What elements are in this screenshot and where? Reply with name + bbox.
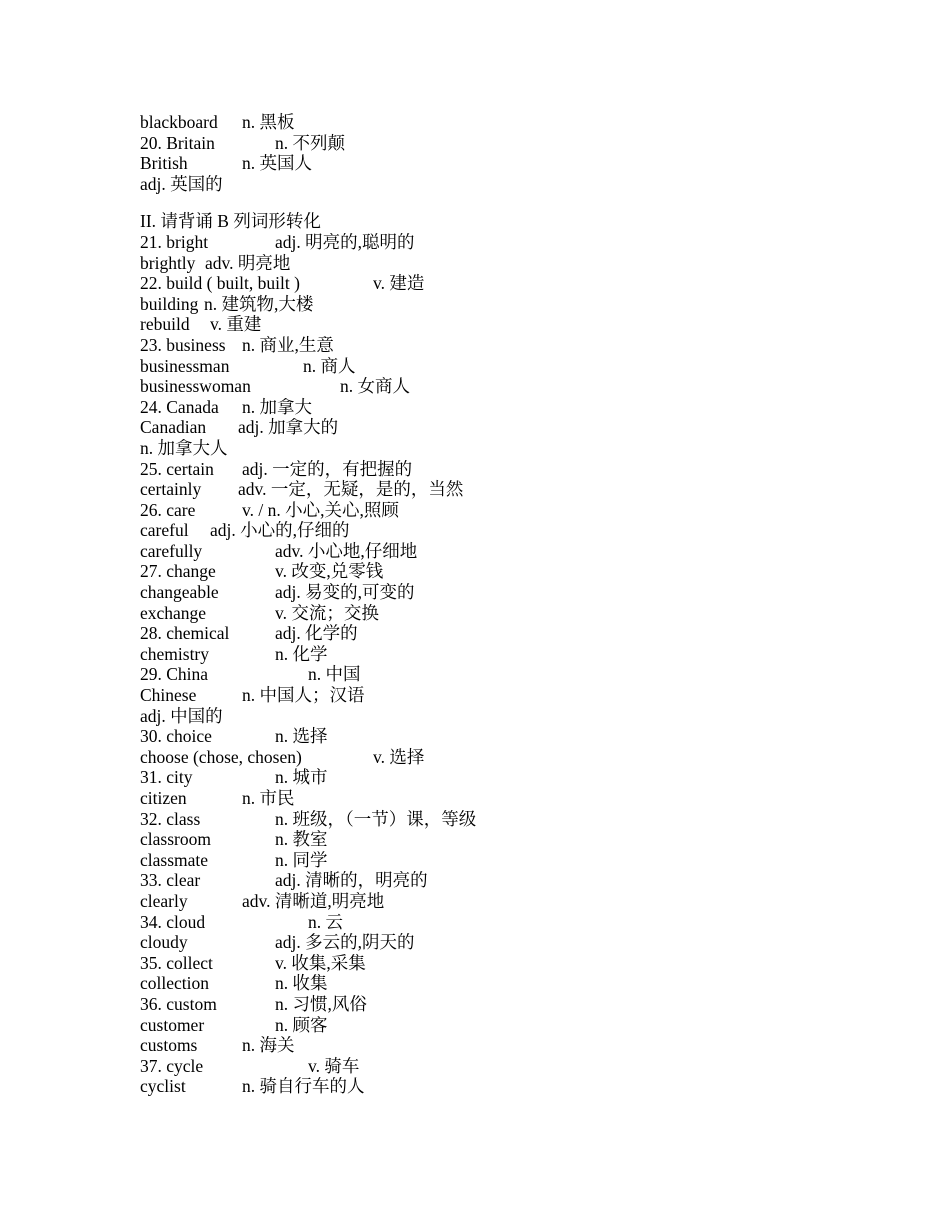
vocab-term: 25. certain: [140, 458, 214, 479]
vocab-definition: v. 重建: [210, 314, 262, 335]
vocab-entry: [140, 726, 920, 747]
vocab-entry: [140, 850, 920, 871]
vocab-definition: adj. 一定的，有把握的: [242, 458, 413, 479]
vocab-term: cyclist: [140, 1076, 186, 1097]
vocab-definition: n. 城市: [275, 767, 328, 788]
vocab-entry: [140, 561, 920, 582]
vocab-definition: v. 改变,兑零钱: [275, 561, 384, 582]
vocab-term: blackboard: [140, 112, 218, 132]
vocab-entry: [140, 232, 920, 253]
vocab-term: brightly: [140, 252, 196, 273]
vocab-entry: [140, 809, 920, 830]
vocab-term: n. 加拿大人: [140, 437, 228, 458]
vocab-definition: v. 选择: [373, 746, 425, 767]
vocab-term: Canadian: [140, 417, 207, 438]
vocab-definition: n. 云: [308, 911, 343, 932]
vocab-definition: adj. 清晰的，明亮的: [275, 870, 428, 891]
vocab-definition: adj. 加拿大的: [238, 417, 339, 438]
vocab-term: 35. collect: [140, 952, 213, 973]
vocab-entry: [140, 153, 920, 174]
vocab-definition: adv. 清晰道,明亮地: [242, 890, 385, 911]
section-heading-text: II. 请背诵 B 列词形转化: [140, 211, 321, 232]
vocab-definition: n. 中国: [308, 664, 361, 685]
vocab-definition: n. 市民: [242, 788, 295, 808]
vocab-term: 37. cycle: [140, 1055, 204, 1076]
vocab-term: 30. choice: [140, 726, 212, 747]
vocab-term: rebuild: [140, 314, 190, 335]
vocab-term: 31. city: [140, 767, 193, 788]
vocab-entry: [140, 112, 920, 133]
vocab-entry: [140, 1056, 920, 1077]
vocab-definition: n. 同学: [275, 849, 328, 870]
vocab-entry: [140, 133, 920, 154]
vocab-term: customer: [140, 1014, 205, 1035]
vocab-term: adj. 英国的: [140, 173, 223, 194]
vocab-entry: [140, 932, 920, 953]
vocab-definition: v. 骑车: [308, 1055, 360, 1076]
vocab-definition: n. 班级，（一节）课，等级: [275, 808, 477, 829]
vocab-term: 23. business: [140, 334, 226, 355]
vocab-term: classmate: [140, 849, 209, 870]
vocab-term: 20. Britain: [140, 132, 215, 153]
vocab-entry: [140, 294, 920, 315]
vocab-term: carefully: [140, 540, 203, 561]
vocab-term: building: [140, 293, 199, 314]
vocab-entry: [140, 1035, 920, 1056]
vocab-entry: [140, 747, 920, 768]
vocab-term: 29. China: [140, 664, 209, 685]
vocab-term: adj. 中国的: [140, 705, 223, 726]
vocab-entry: [140, 397, 920, 418]
vocab-entry: [140, 912, 920, 933]
vocab-term: citizen: [140, 788, 187, 808]
vocab-term: British: [140, 153, 188, 174]
vocab-definition: adj. 易变的,可变的: [275, 582, 415, 603]
vocab-entry: [140, 1076, 920, 1097]
vocab-definition: n. 商业,生意: [242, 334, 334, 355]
blank-line: [140, 194, 920, 211]
vocab-term: 28. chemical: [140, 623, 230, 644]
vocab-entry: [140, 459, 920, 480]
vocab-term: 34. cloud: [140, 911, 206, 932]
vocab-definition: n. 女商人: [340, 376, 410, 397]
vocab-entry: [140, 438, 920, 459]
vocab-definition: n. 化学: [275, 643, 328, 664]
vocab-entry: [140, 644, 920, 665]
vocab-definition: adv. 小心地,仔细地: [275, 540, 418, 561]
vocab-entry: [140, 582, 920, 603]
vocab-definition: n. 商人: [303, 355, 356, 376]
vocab-entry: [140, 603, 920, 624]
vocab-entry: [140, 174, 920, 195]
vocab-entry: [140, 685, 920, 706]
vocab-term: 36. custom: [140, 993, 217, 1014]
vocab-definition: n. 海关: [242, 1035, 295, 1056]
vocab-term: businesswoman: [140, 376, 251, 397]
vocab-entry: [140, 623, 920, 644]
vocab-definition: n. 加拿大: [242, 396, 312, 417]
vocab-entry: [140, 870, 920, 891]
vocab-term: customs: [140, 1035, 198, 1056]
vocab-term: choose (chose, chosen): [140, 746, 302, 767]
vocab-definition: v. / n. 小心,关心,照顾: [242, 499, 399, 520]
vocab-term: 27. change: [140, 561, 216, 582]
vocab-term: clearly: [140, 890, 188, 911]
vocab-entry: [140, 1015, 920, 1036]
vocab-definition: n. 骑自行车的人: [242, 1076, 365, 1097]
vocab-definition: n. 选择: [275, 726, 328, 747]
vocab-definition: n. 顾客: [275, 1014, 328, 1035]
vocab-term: 24. Canada: [140, 396, 219, 417]
vocab-term: cloudy: [140, 932, 188, 953]
vocab-term: Chinese: [140, 685, 197, 706]
vocab-term: classroom: [140, 829, 211, 850]
vocab-definition: n. 建筑物,大楼: [204, 293, 314, 314]
vocab-entry: [140, 314, 920, 335]
vocab-entry: [140, 520, 920, 541]
vocab-term: 32. class: [140, 808, 201, 829]
vocab-term: collection: [140, 973, 210, 994]
vocab-definition: n. 黑板: [242, 112, 295, 132]
vocab-entry: [140, 541, 920, 562]
vocab-entry: [140, 335, 920, 356]
vocab-entry: [140, 417, 920, 438]
vocab-entry: [140, 829, 920, 850]
vocab-definition: adj. 明亮的,聪明的: [275, 231, 415, 252]
vocab-term: 22. build ( built, built ): [140, 273, 300, 294]
vocab-entry: [140, 788, 920, 809]
vocab-entry: [140, 356, 920, 377]
vocab-definition: v. 建造: [373, 273, 425, 294]
vocab-term: chemistry: [140, 643, 210, 664]
vocab-entry: [140, 994, 920, 1015]
vocab-entry: [140, 479, 920, 500]
vocab-definition: adj. 多云的,阴天的: [275, 932, 415, 953]
vocab-term: changeable: [140, 582, 219, 603]
vocab-entry: [140, 376, 920, 397]
section-heading: [140, 211, 920, 232]
vocab-entry: [140, 706, 920, 727]
vocab-definition: v. 交流；交换: [275, 602, 379, 623]
vocab-term: 21. bright: [140, 231, 209, 252]
vocab-term: 26. care: [140, 499, 196, 520]
vocab-definition: n. 英国人: [242, 153, 312, 174]
vocab-term: exchange: [140, 602, 207, 623]
vocab-entry: [140, 273, 920, 294]
vocab-definition: n. 不列颠: [275, 132, 345, 153]
vocab-definition: adv. 明亮地: [205, 252, 291, 273]
vocab-term: 33. clear: [140, 870, 201, 891]
vocab-definition: n. 习惯,风俗: [275, 993, 367, 1014]
vocabulary-list: [140, 112, 920, 1097]
vocab-definition: n. 收集: [275, 973, 328, 994]
vocab-entry: [140, 500, 920, 521]
vocab-term: careful: [140, 520, 189, 541]
vocab-entry: [140, 767, 920, 788]
vocab-definition: adj. 化学的: [275, 623, 358, 644]
vocab-definition: adj. 小心的,仔细的: [210, 520, 350, 541]
vocab-entry: [140, 891, 920, 912]
vocab-term: businessman: [140, 355, 230, 376]
vocab-definition: adv. 一定，无疑，是的，当然: [238, 479, 464, 500]
vocab-entry: [140, 953, 920, 974]
vocab-definition: v. 收集,采集: [275, 952, 366, 973]
vocab-definition: n. 中国人；汉语: [242, 685, 365, 706]
vocab-definition: n. 教室: [275, 829, 328, 850]
vocab-entry: [140, 973, 920, 994]
vocab-entry: [140, 253, 920, 274]
vocab-term: certainly: [140, 479, 202, 500]
vocab-entry: [140, 664, 920, 685]
